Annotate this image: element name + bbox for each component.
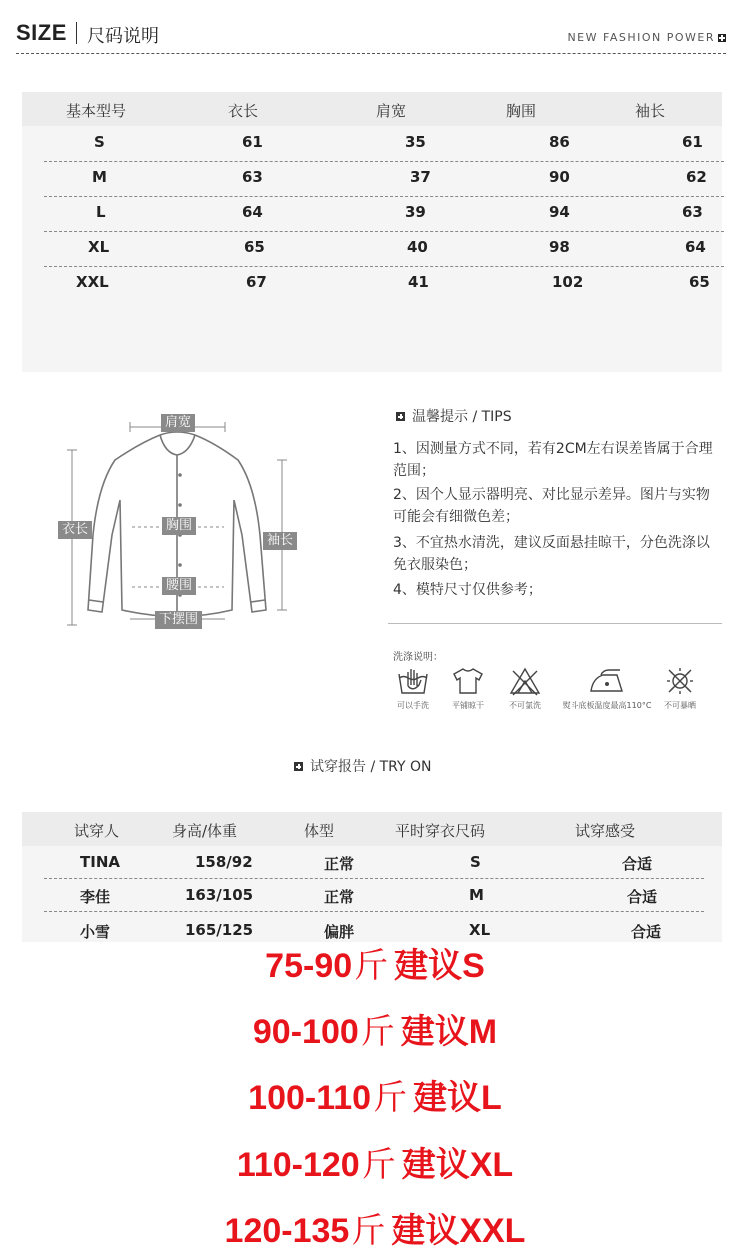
length-label: 衣长 [58, 521, 92, 539]
header-divider [16, 53, 726, 54]
tips-title: 温馨提示 / TIPS [412, 409, 512, 425]
page-subtitle: 尺码说明 [87, 26, 159, 47]
table-row [22, 846, 722, 879]
table-cell: S [470, 853, 481, 871]
table-cell: S [94, 133, 105, 151]
flat-dry-icon [451, 666, 485, 696]
table-cell: 合适 [627, 888, 658, 906]
table-cell: 37 [410, 168, 431, 186]
table-cell: 李佳 [80, 888, 111, 906]
table-cell: 94 [549, 203, 570, 221]
table-cell: XL [88, 238, 110, 256]
weight-unit: 斤 [361, 1145, 396, 1185]
iron-icon [587, 666, 627, 696]
size-header-cell: 袖长 [635, 102, 666, 120]
section-divider [388, 623, 722, 624]
size-recommendation [0, 1012, 750, 1052]
tryon-table-header [22, 812, 722, 846]
page-header [0, 0, 750, 60]
wash-label: 不可氯洗 [509, 701, 541, 710]
table-row [22, 232, 722, 267]
tryon-header-cell: 体型 [304, 822, 335, 840]
brand-text: NEW FASHION POWER [567, 31, 715, 44]
table-cell: 偏胖 [324, 923, 355, 941]
table-cell: 小雪 [80, 923, 111, 941]
weight-unit: 斤 [351, 1211, 386, 1251]
size-recommendation [0, 1078, 750, 1118]
table-cell: TINA [80, 853, 120, 871]
no-bleach-icon [508, 666, 542, 696]
table-cell: 64 [685, 238, 706, 256]
table-cell: 39 [405, 203, 426, 221]
tryon-header-cell: 试穿感受 [575, 822, 636, 840]
shoulder-label: 肩宽 [161, 414, 195, 432]
wash-instruction [490, 666, 560, 711]
row-divider [44, 911, 704, 912]
table-cell: 86 [549, 133, 570, 151]
tip-item: 2、因个人显示器明亮、对比显示差异。图片与实物可能会有细微色差； [393, 487, 710, 525]
table-row [22, 267, 722, 302]
table-cell: XL [469, 921, 491, 939]
tryon-header-cell: 试穿人 [74, 822, 120, 840]
size-table-header [22, 92, 722, 126]
wash-label: 不可暴晒 [664, 701, 696, 710]
wash-instruction [645, 666, 715, 711]
table-cell: 98 [549, 238, 570, 256]
table-cell: 正常 [324, 855, 355, 873]
tryon-table [22, 812, 722, 942]
sleeve-label: 袖长 [263, 532, 297, 550]
title-divider [76, 22, 77, 44]
weight-unit: 斤 [360, 1012, 395, 1052]
plus-box-icon [294, 762, 303, 771]
size-header-cell: 肩宽 [376, 102, 407, 120]
table-cell: 41 [408, 273, 429, 291]
plus-box-icon [718, 34, 726, 42]
table-cell: 40 [407, 238, 428, 256]
table-cell: 163/105 [185, 886, 254, 904]
size-advice: 建议S [394, 947, 485, 985]
wash-label: 熨斗底板温度最高110°C [562, 701, 652, 710]
table-row [22, 197, 722, 232]
weight-range: 75-90 [265, 947, 353, 985]
tip-item: 3、不宜热水清洗，建议反面悬挂晾干，分色洗涤以免衣服染色； [393, 535, 710, 573]
table-cell: 90 [549, 168, 570, 186]
size-advice: 建议L [413, 1079, 502, 1117]
weight-range: 110-120 [236, 1146, 360, 1184]
table-cell: 正常 [324, 888, 355, 906]
tryon-title: 试穿报告 / TRY ON [310, 759, 432, 775]
table-cell: 63 [242, 168, 263, 186]
size-table [22, 92, 722, 372]
no-sun-icon [663, 666, 697, 696]
table-cell: 165/125 [185, 921, 254, 939]
table-cell: 合适 [631, 923, 662, 941]
page-title: SIZE [16, 20, 67, 45]
brand-slogan [567, 31, 726, 44]
hand-wash-icon [396, 666, 430, 696]
size-advice: 建议M [400, 1013, 498, 1051]
table-row [22, 127, 722, 162]
table-cell: 合适 [622, 855, 653, 873]
table-row [22, 162, 722, 197]
wash-label: 平铺晾干 [452, 701, 484, 710]
plus-box-icon [396, 412, 405, 421]
table-cell: 65 [244, 238, 265, 256]
table-cell: L [96, 203, 106, 221]
size-recommendation [0, 946, 750, 986]
weight-range: 120-135 [224, 1212, 350, 1250]
table-row [22, 914, 722, 947]
table-cell: 67 [246, 273, 267, 291]
tryon-header-cell: 平时穿衣尺码 [395, 822, 486, 840]
weight-range: 100-110 [248, 1079, 372, 1117]
table-cell: 158/92 [195, 853, 253, 871]
weight-unit: 斤 [373, 1078, 408, 1118]
table-cell: 61 [242, 133, 263, 151]
table-cell: 65 [689, 273, 710, 291]
table-row [22, 879, 722, 912]
weight-unit: 斤 [354, 946, 389, 986]
chest-label: 胸围 [162, 517, 196, 535]
tip-item: 4、模特尺寸仅供参考； [393, 582, 542, 598]
size-recommendation [0, 1211, 750, 1251]
table-cell: 63 [682, 203, 703, 221]
table-cell: 62 [686, 168, 707, 186]
tryon-header-cell: 身高/体重 [172, 822, 238, 840]
washing-title: 洗涤说明： [393, 652, 443, 663]
tip-item: 1、因测量方式不同，若有2CM左右误差皆属于合理范围； [393, 441, 713, 479]
table-cell: 61 [682, 133, 703, 151]
table-cell: 64 [242, 203, 263, 221]
table-cell: M [92, 168, 107, 186]
measurement-diagram [60, 405, 310, 635]
size-advice: 建议XXL [391, 1212, 526, 1250]
size-header-cell: 基本型号 [66, 102, 127, 120]
waist-label: 腰围 [162, 577, 196, 595]
size-header-cell: 衣长 [228, 102, 259, 120]
tryon-heading [294, 756, 432, 776]
table-cell: 35 [405, 133, 426, 151]
size-header-cell: 胸围 [506, 102, 537, 120]
tips-heading [396, 406, 512, 426]
table-cell: XXL [76, 273, 109, 291]
table-cell: 102 [552, 273, 584, 291]
weight-range: 90-100 [252, 1013, 359, 1051]
size-advice: 建议XL [401, 1146, 514, 1184]
wash-label: 可以手洗 [397, 701, 429, 710]
size-recommendation [0, 1145, 750, 1185]
hem-label: 下摆围 [155, 611, 202, 629]
table-cell: M [469, 886, 484, 904]
